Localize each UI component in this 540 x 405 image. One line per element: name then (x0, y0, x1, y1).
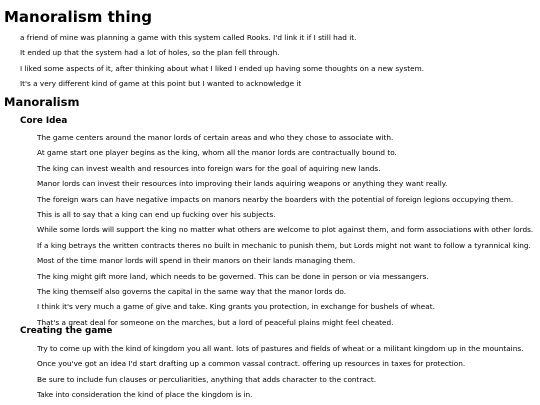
core-idea-paragraph: The foreign wars can have negative impacts on manors nearby the boarders with the potential of foreign legions occupying them. (37, 194, 514, 204)
creating-game-paragraph: Once you've got an idea I'd start drafting up a common vassal contract. offering up resources in taxes for protection. (37, 359, 466, 369)
creating-game-block (37, 344, 537, 405)
intro-paragraph: It's a very different kind of game at this point but I wanted to acknowledge it (20, 79, 302, 89)
core-idea-block (37, 133, 537, 333)
intro-paragraph: a friend of mine was planning a game with this system called Rooks. I'd link it if I still had it. (20, 33, 357, 42)
creating-game-heading: Creating the game (20, 326, 113, 336)
intro-paragraph: I liked some aspects of it, after thinking about what I liked I ended up having some thoughts on a new system. (20, 63, 425, 73)
core-idea-paragraph: At game start one player begins as the king, whom all the manor lords are contractually bound to. (37, 148, 397, 158)
core-idea-paragraph: While some lords will support the king no matter what others are welcome to plot against them, and form associations with other lords. (37, 225, 534, 235)
core-idea-paragraph: The king themself also governs the capital in the same way that the manor lords do. (37, 286, 347, 296)
intro-paragraph: It ended up that the system had a lot of holes, so the plan fell through. (20, 48, 280, 58)
core-idea-paragraph: This is all to say that a king can end up fucking over his subjects. (37, 209, 276, 219)
core-idea-paragraph: Manor lords can invest their resources into improving their lands aquiring weapons or anything they want really. (37, 179, 448, 189)
page-title: Manoralism thing (4, 8, 153, 26)
core-idea-paragraph: The king can invest wealth and resources into foreign wars for the goal of aquiring new lands. (37, 163, 381, 173)
core-idea-heading: Core Idea (20, 116, 68, 126)
creating-game-paragraph: Be sure to include fun clauses or perculiarities, anything that adds character to the contract. (37, 374, 377, 384)
core-idea-paragraph: That's a great deal for someone on the marches, but a lord of peaceful plains might feel cheated. (37, 317, 394, 327)
creating-game-paragraph: Take into consideration the kind of place the kingdom is in. (37, 390, 253, 400)
core-idea-paragraph: The king might gift more land, which needs to be governed. This can be done in person or via messangers. (37, 271, 429, 281)
intro-block (20, 33, 535, 95)
section-heading: Manoralism (4, 95, 80, 109)
core-idea-paragraph: If a king betrays the written contracts theres no built in mechanic to punish them, but Lords might not want to follow a tyrannical king. (37, 240, 531, 250)
creating-game-paragraph: Try to come up with the kind of kingdom you all want. lots of pastures and fields of wheat or a militant kingdom up in the mountains. (37, 344, 524, 353)
core-idea-paragraph: Most of the time manor lords will spend in their manors on their lands managing them. (37, 256, 356, 266)
core-idea-paragraph: I think it's very much a game of give and take. King grants you protection, in exchange for bushels of wheat. (37, 302, 435, 312)
core-idea-paragraph: The game centers around the manor lords of certain areas and who they chose to associate with. (37, 133, 394, 142)
